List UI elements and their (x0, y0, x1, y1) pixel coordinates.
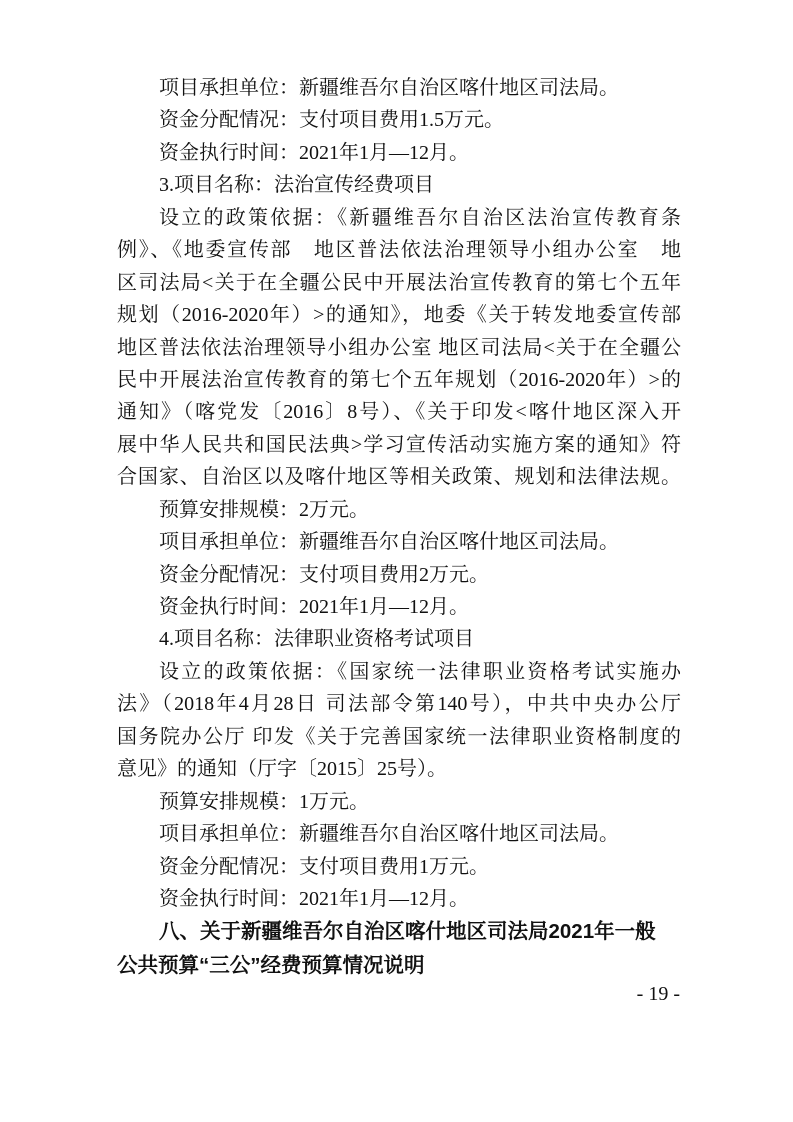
budget-scale-text: 预算安排规模：1万元。 (159, 790, 369, 813)
policy-basis-line: 规划（2016-2020年）>的通知》，地委《关于转发地委宣传部 (117, 304, 681, 327)
policy-basis-line: 合国家、自治区以及喀什地区等相关政策、规划和法律法规。 (117, 466, 681, 489)
page-number: - 19 - (636, 983, 680, 1005)
execution-time-text: 资金执行时间：2021年1月—12月。 (159, 887, 469, 910)
policy-basis-line: 民中开展法治宣传教育的第七个五年规划（2016-2020年）>的 (117, 368, 681, 391)
policy-basis-paragraph (117, 656, 681, 786)
fund-allocation-text: 资金分配情况：支付项目费用2万元。 (159, 563, 489, 586)
project-name-heading: 3.项目名称：法治宣传经费项目 (159, 174, 434, 197)
policy-basis-paragraph (117, 202, 681, 494)
section-heading-line: 公共预算“三公”经费预算情况说明 (117, 953, 425, 977)
budget-scale-text: 预算安排规模：2万元。 (159, 498, 369, 521)
policy-basis-line: 区司法局<关于在全疆公民中开展法治宣传教育的第七个五年 (117, 271, 681, 294)
policy-basis-line: 国务院办公厅 印发《关于完善国家统一法律职业资格制度的 (117, 725, 681, 748)
execution-time-text: 资金执行时间：2021年1月—12月。 (159, 141, 469, 164)
execution-time-text: 资金执行时间：2021年1月—12月。 (159, 596, 469, 618)
fund-allocation-text: 资金分配情况：支付项目费用1万元。 (159, 855, 489, 878)
project-unit-text: 项目承担单位：新疆维吾尔自治区喀什地区司法局。 (159, 823, 619, 846)
policy-basis-line: 例》、《地委宣传部 地区普法依法治理领导小组办公室 地 (117, 239, 681, 262)
policy-basis-line: 地区普法依法治理领导小组办公室 地区司法局<关于在全疆公 (117, 336, 681, 359)
policy-basis-line: 法》（2018年4月28日 司法部令第140号），中共中央办公厅 (117, 693, 681, 716)
section-heading (117, 915, 681, 982)
project-name-heading: 4.项目名称：法律职业资格考试项目 (159, 628, 474, 651)
policy-basis-line: 通知》（喀党发〔2016〕8号）、《关于印发<喀什地区深入开 (117, 401, 681, 424)
document-body (117, 72, 681, 982)
policy-basis-line: 设立的政策依据：《国家统一法律职业资格考试实施办 (159, 660, 681, 683)
policy-basis-line: 展中华人民共和国民法典>学习宣传活动实施方案的通知》符 (117, 433, 681, 456)
project-unit-text: 项目承担单位：新疆维吾尔自治区喀什地区司法局。 (159, 77, 619, 99)
policy-basis-line: 意见》的通知（厅字〔2015〕25号）。 (117, 758, 447, 781)
policy-basis-line: 设立的政策依据：《新疆维吾尔自治区法治宣传教育条 (159, 206, 681, 229)
project-unit-text: 项目承担单位：新疆维吾尔自治区喀什地区司法局。 (159, 531, 619, 554)
section-heading-line: 八、关于新疆维吾尔自治区喀什地区司法局2021年一般 (159, 920, 656, 944)
fund-allocation-text: 资金分配情况：支付项目费用1.5万元。 (159, 109, 504, 132)
